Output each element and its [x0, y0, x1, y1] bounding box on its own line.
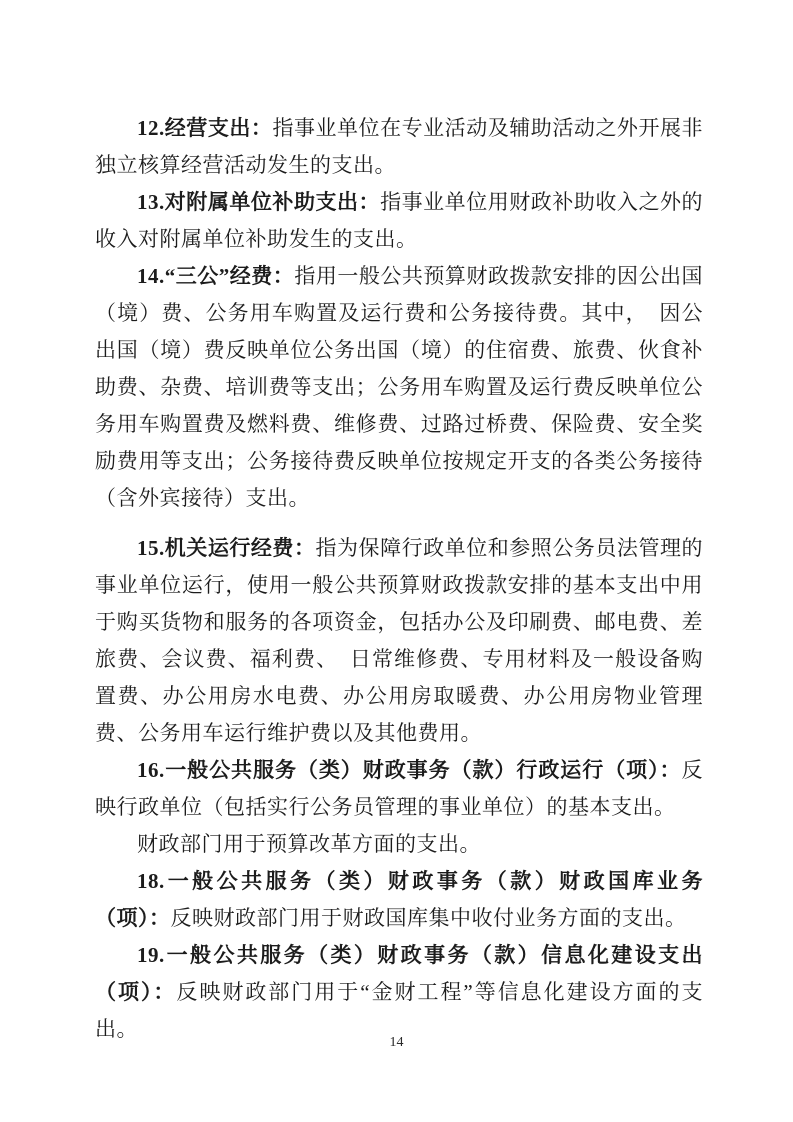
paragraph-12-text: 指事业单位在专业活动及辅助活动之外开展非独立核算经营活动发生的支出。: [95, 116, 704, 177]
paragraph-18-text: 反映财政部门用于财政国库集中收付业务方面的支出。: [170, 906, 687, 930]
paragraph-18-treasury-business: [95, 863, 703, 937]
paragraph-12-operating-expenditure: [95, 110, 703, 184]
document-body: [95, 110, 703, 1048]
paragraph-14-text: 指用一般公共预算财政拨款安排的因公出国（境）费、公务用车购置及运行费和公务接待费。其中， 因公出国（境）费反映单位公务出国（境）的住宿费、旅费、伙食补助费、杂费、培训费等支出；公务用车购置及运行费反映单位公务用车购置费及燃料费、维修费、过路过桥费、保险费、安全奖励费用等支出；公务接待费反映单位按规定开支的各类公务接待（含外宾接待）支出。: [95, 264, 704, 510]
paragraph-13-term: 13.对附属单位补助支出：: [137, 190, 381, 214]
paragraph-15-text: 指为保障行政单位和参照公务员法管理的事业单位运行，使用一般公共预算财政拨款安排的基本支出中用于购买货物和服务的各项资金，包括办公及印刷费、邮电费、差旅费、会议费、福利费、 日常维修费、专用材料及一般设备购置费、办公用房水电费、办公用房取暖费、办公用房物业管理费、公务用车运行维护费以及其他费用。: [95, 536, 704, 745]
paragraph-18-term: 18.一般公共服务（类）财政事务（款）财政国库业务（项）：: [95, 869, 703, 930]
paragraph-16-administrative-operation: [95, 752, 703, 826]
paragraph-19-text: 反映财政部门用于“金财工程”等信息化建设方面的支出。: [95, 980, 704, 1041]
paragraph-14-term: 14.“三公”经费：: [137, 264, 295, 288]
paragraph-17-text: 财政部门用于预算改革方面的支出。: [137, 832, 481, 856]
paragraph-13-text: 指事业单位用财政补助收入之外的收入对附属单位补助发生的支出。: [95, 190, 704, 251]
paragraph-14-three-public-funds: [95, 258, 703, 517]
page-number: 14: [389, 1035, 404, 1050]
paragraph-19-term: 19.一般公共服务（类）财政事务（款）信息化建设支出（项）：: [95, 943, 703, 1004]
paragraph-19-informatization-construction: [95, 937, 703, 1048]
paragraph-12-term: 12.经营支出：: [137, 116, 273, 140]
paragraph-16-text: 反映行政单位（包括实行公务员管理的事业单位）的基本支出。: [95, 758, 703, 819]
paragraph-13-subsidy-to-affiliates: [95, 184, 703, 258]
paragraph-16-term: 16.一般公共服务（类）财政事务（款）行政运行（项）：: [137, 758, 682, 782]
paragraph-15-term: 15.机关运行经费：: [137, 536, 316, 560]
paragraph-17-budget-reform-expenditure: [95, 826, 703, 863]
paragraph-15-agency-operating-funds: [95, 530, 703, 752]
